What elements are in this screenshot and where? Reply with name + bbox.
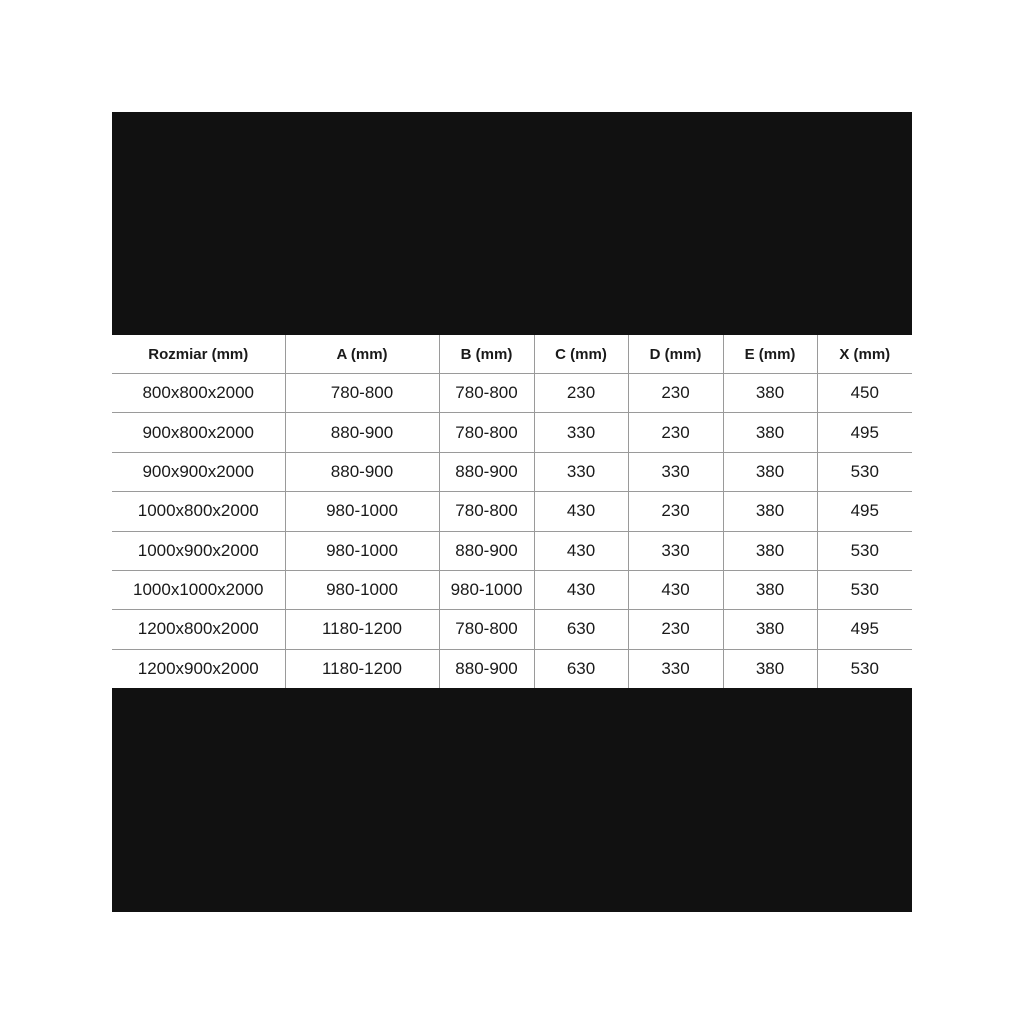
header-d: D (mm) [628, 335, 723, 374]
cell-d: 330 [628, 531, 723, 570]
cell-b: 780-800 [439, 492, 534, 531]
cell-c: 330 [534, 452, 628, 491]
cell-e: 380 [723, 570, 817, 609]
cell-b: 780-800 [439, 610, 534, 649]
header-c: C (mm) [534, 335, 628, 374]
header-e: E (mm) [723, 335, 817, 374]
cell-x: 530 [817, 452, 912, 491]
cell-size: 1000x900x2000 [112, 531, 285, 570]
cell-a: 880-900 [285, 413, 439, 452]
cell-e: 380 [723, 374, 817, 413]
cell-a: 1180-1200 [285, 649, 439, 688]
table-row [112, 649, 912, 688]
cell-b: 880-900 [439, 452, 534, 491]
cell-size: 900x800x2000 [112, 413, 285, 452]
cell-d: 330 [628, 649, 723, 688]
cell-a: 780-800 [285, 374, 439, 413]
cell-b: 780-800 [439, 374, 534, 413]
table-row [112, 452, 912, 491]
cell-d: 430 [628, 570, 723, 609]
cell-e: 380 [723, 649, 817, 688]
cell-x: 530 [817, 531, 912, 570]
cell-e: 380 [723, 610, 817, 649]
cell-c: 630 [534, 649, 628, 688]
cell-b: 880-900 [439, 649, 534, 688]
cell-size: 800x800x2000 [112, 374, 285, 413]
table-row [112, 374, 912, 413]
cell-a: 1180-1200 [285, 610, 439, 649]
cell-size: 1200x900x2000 [112, 649, 285, 688]
cell-d: 330 [628, 452, 723, 491]
bottom-dark-panel [112, 688, 912, 912]
cell-a: 980-1000 [285, 492, 439, 531]
cell-x: 530 [817, 649, 912, 688]
cell-d: 230 [628, 610, 723, 649]
cell-e: 380 [723, 452, 817, 491]
cell-b: 780-800 [439, 413, 534, 452]
table-row [112, 413, 912, 452]
cell-x: 450 [817, 374, 912, 413]
cell-x: 495 [817, 492, 912, 531]
cell-d: 230 [628, 413, 723, 452]
header-x: X (mm) [817, 335, 912, 374]
cell-size: 1000x1000x2000 [112, 570, 285, 609]
cell-e: 380 [723, 413, 817, 452]
cell-c: 630 [534, 610, 628, 649]
cell-c: 330 [534, 413, 628, 452]
header-b: B (mm) [439, 335, 534, 374]
cell-b: 880-900 [439, 531, 534, 570]
cell-size: 1200x800x2000 [112, 610, 285, 649]
top-dark-panel [112, 112, 912, 335]
dimensions-table [112, 335, 912, 688]
cell-x: 530 [817, 570, 912, 609]
cell-size: 900x900x2000 [112, 452, 285, 491]
cell-c: 230 [534, 374, 628, 413]
table-row [112, 531, 912, 570]
cell-size: 1000x800x2000 [112, 492, 285, 531]
table-row [112, 610, 912, 649]
cell-x: 495 [817, 413, 912, 452]
header-size: Rozmiar (mm) [112, 335, 285, 374]
cell-e: 380 [723, 492, 817, 531]
cell-x: 495 [817, 610, 912, 649]
cell-e: 380 [723, 531, 817, 570]
cell-c: 430 [534, 492, 628, 531]
table-row [112, 570, 912, 609]
cell-a: 980-1000 [285, 570, 439, 609]
image-frame [112, 112, 912, 912]
cell-a: 980-1000 [285, 531, 439, 570]
header-a: A (mm) [285, 335, 439, 374]
table-row [112, 492, 912, 531]
cell-d: 230 [628, 492, 723, 531]
cell-d: 230 [628, 374, 723, 413]
cell-b: 980-1000 [439, 570, 534, 609]
cell-c: 430 [534, 570, 628, 609]
table-header-row [112, 335, 912, 374]
cell-a: 880-900 [285, 452, 439, 491]
cell-c: 430 [534, 531, 628, 570]
